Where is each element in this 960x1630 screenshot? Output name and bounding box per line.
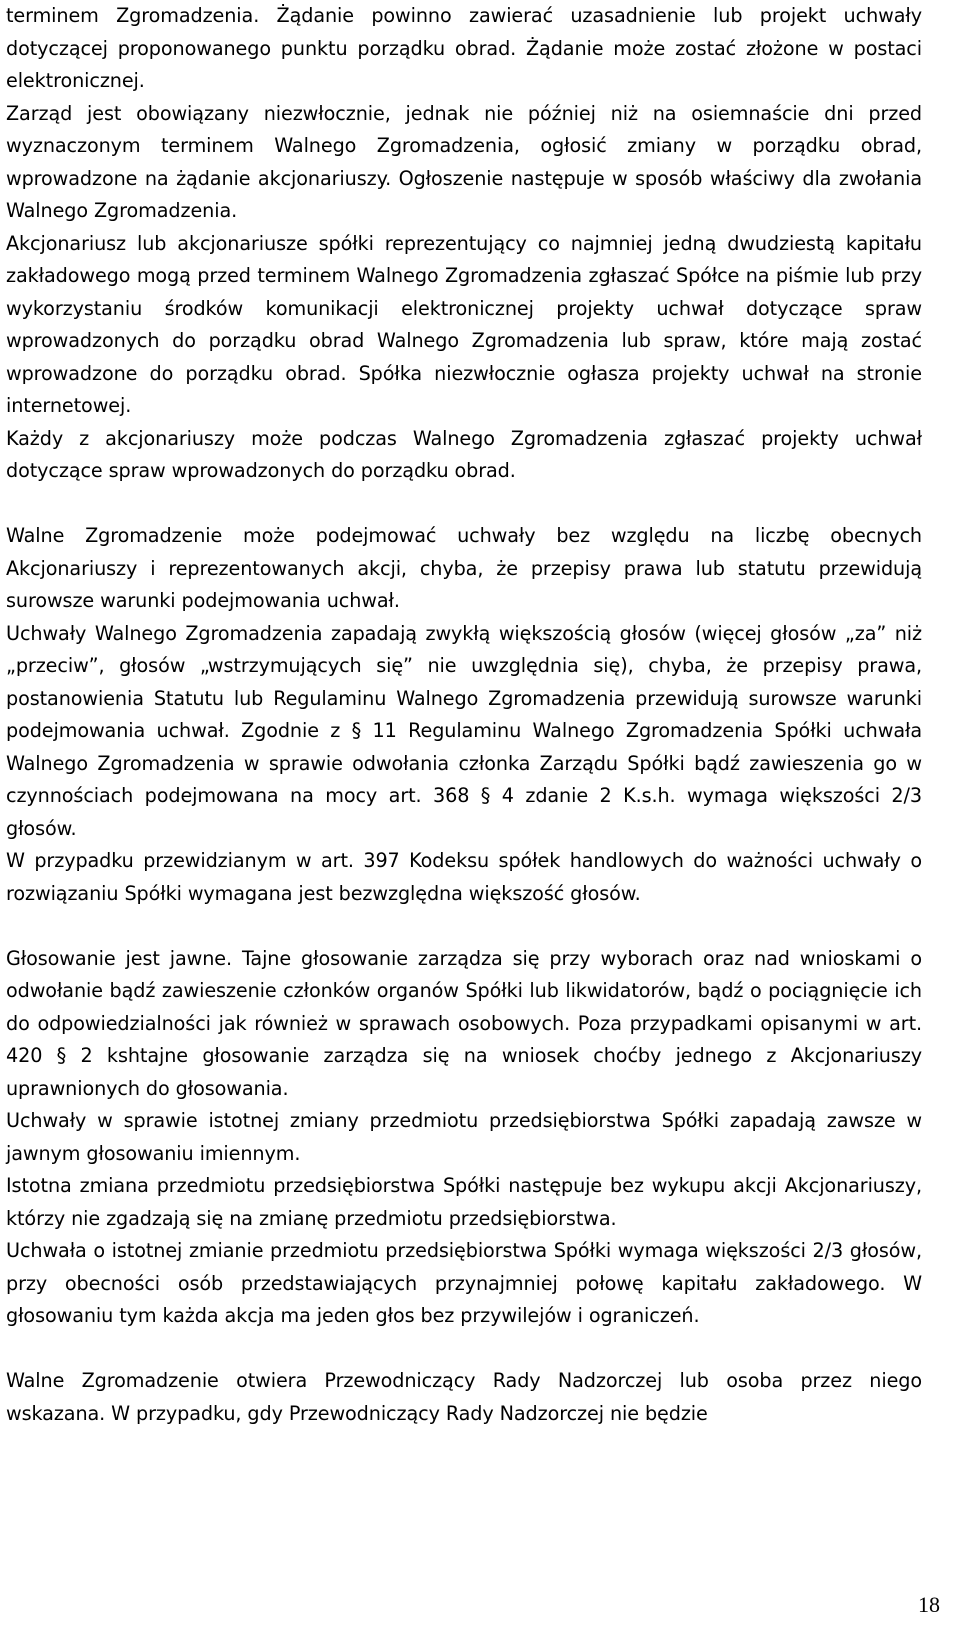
paragraph-3: Akcjonariusz lub akcjonariusze spółki reprezentujący co najmniej jedną dwudziestą kapitału zakładowego mogą przed terminem Walnego Zgromadzenia zgłaszać Spółce na piśmie lub przy wykorzystaniu środków komunikacji elektronicznej projekty uchwał dotyczące spraw wprowadzonych do porządku obrad Walnego Zgromadzenia lub spraw, które mają zostać wprowadzone do porządku obrad. Spółka niezwłocznie ogłasza projekty uchwał na stronie internetowej.	[6, 231, 922, 417]
paragraph-spacer	[6, 488, 922, 521]
document-body	[6, 0, 922, 1430]
paragraph-spacer	[6, 1333, 922, 1366]
paragraph-2: Zarząd jest obowiązany niezwłocznie, jednak nie później niż na osiemnaście dni przed wyznaczonym terminem Walnego Zgromadzenia, ogłosić zmiany w porządku obrad, wprowadzone na żądanie akcjonariuszy. Ogłoszenie następuje w sposób właściwy dla zwołania Walnego Zgromadzenia.	[6, 101, 922, 222]
paragraph-12: Walne Zgromadzenie otwiera Przewodniczący Rady Nadzorczej lub osoba przez niego wskazana. W przypadku, gdy Przewodniczący Rady Nadzorczej nie będzie	[6, 1369, 922, 1425]
paragraph-6: Uchwały Walnego Zgromadzenia zapadają zwykłą większością głosów (więcej głosów „za” niż „przeciw”, głosów „wstrzymujących się” nie uwzględnia się), chyba, że przepisy prawa, postanowienia Statutu lub Regulaminu Walnego Zgromadzenia przewidują surowsze warunki podejmowania uchwał. Zgodnie z § 11 Regulaminu Walnego Zgromadzenia Spółki uchwała Walnego Zgromadzenia w sprawie odwołania członka Zarządu Spółki bądź zawieszenia go w czynnościach podejmowana na mocy art. 368 § 4 zdanie 2 K.s.h. wymaga większości 2/3 głosów.	[6, 621, 922, 840]
paragraph-11: Uchwała o istotnej zmianie przedmiotu przedsiębiorstwa Spółki wymaga większości 2/3 głosów, przy obecności osób przedstawiających przynajmniej połowę kapitału zakładowego. W głosowaniu tym każda akcja ma jeden głos bez przywilejów i ograniczeń.	[6, 1239, 922, 1327]
paragraph-9: Uchwały w sprawie istotnej zmiany przedmiotu przedsiębiorstwa Spółki zapadają zawsze w jawnym głosowaniu imiennym.	[6, 1109, 922, 1165]
paragraph-8: Głosowanie jest jawne. Tajne głosowanie zarządza się przy wyborach oraz nad wnioskami o odwołanie bądź zawieszenie członków organów Spółki lub likwidatorów, bądź o pociągnięcie ich do odpowiedzialności jak również w sprawach osobowych. Poza przypadkami opisanymi w art. 420 § 2 kshtajne głosowanie zarządza się na wniosek choćby jednego z Akcjonariuszy uprawnionych do głosowania.	[6, 946, 922, 1100]
paragraph-10: Istotna zmiana przedmiotu przedsiębiorstwa Spółki następuje bez wykupu akcji Akcjonariuszy, którzy nie zgadzają się na zmianę przedmiotu przedsiębiorstwa.	[6, 1174, 922, 1230]
paragraph-1: terminem Zgromadzenia. Żądanie powinno zawierać uzasadnienie lub projekt uchwały dotyczącej proponowanego punktu porządku obrad. Żądanie może zostać złożone w postaci elektronicznej.	[6, 4, 922, 92]
paragraph-4: Każdy z akcjonariuszy może podczas Walnego Zgromadzenia zgłaszać projekty uchwał dotyczące spraw wprowadzonych do porządku obrad.	[6, 426, 922, 482]
paragraph-7: W przypadku przewidzianym w art. 397 Kodeksu spółek handlowych do ważności uchwały o rozwiązaniu Spółki wymagana jest bezwzględna większość głosów.	[6, 849, 922, 905]
paragraph-5: Walne Zgromadzenie może podejmować uchwały bez względu na liczbę obecnych Akcjonariuszy i reprezentowanych akcji, chyba, że przepisy prawa lub statutu przewidują surowsze warunki podejmowania uchwał.	[6, 524, 922, 612]
page-number: 18	[918, 1592, 940, 1617]
paragraph-spacer	[6, 910, 922, 943]
